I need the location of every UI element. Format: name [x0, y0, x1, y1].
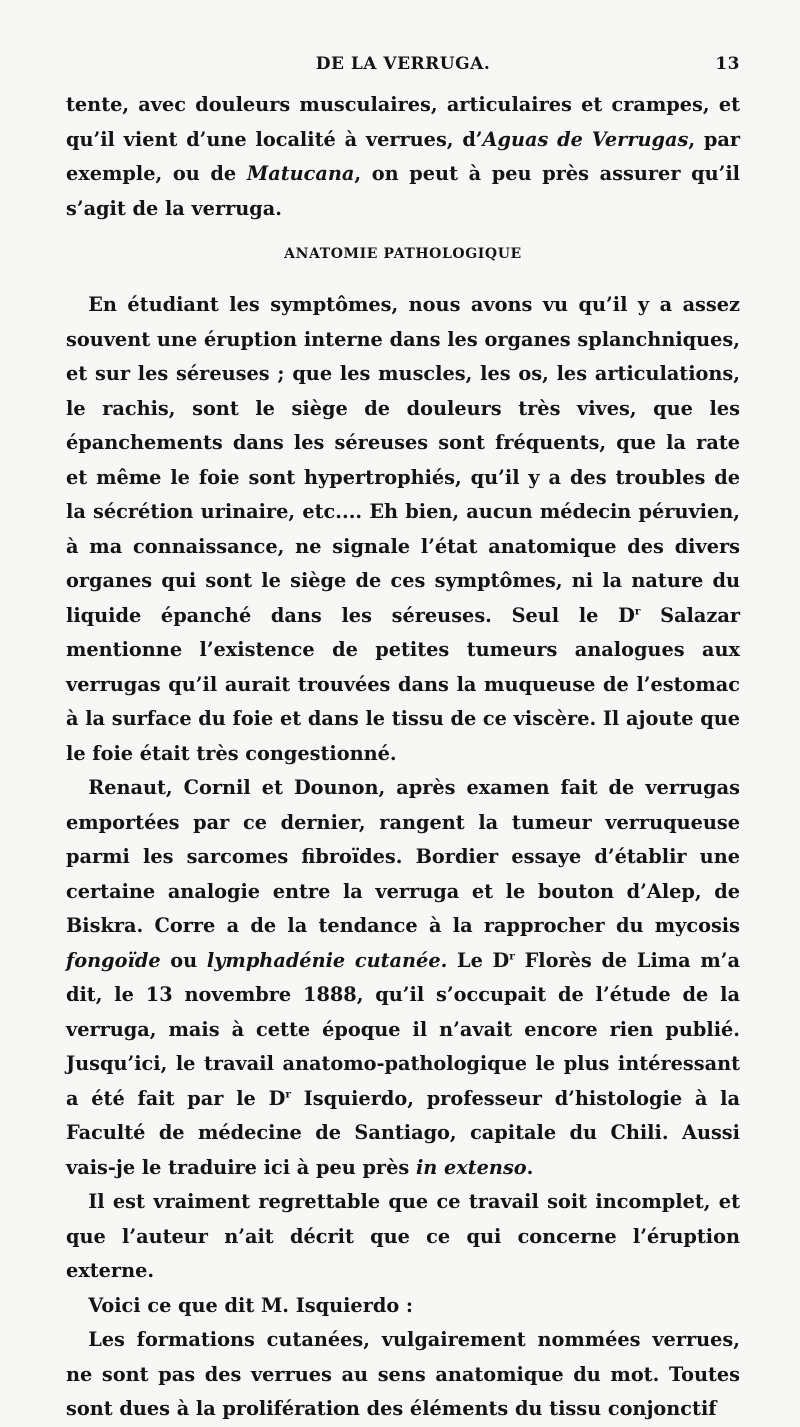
superscript: r [634, 604, 641, 618]
italic-latin-phrase: in extenso [415, 1155, 527, 1179]
section-heading: ANATOMIE PATHOLOGIQUE [284, 246, 522, 262]
superscript: r [509, 949, 515, 963]
text-run: En étudiant les symptômes, nous avons vu qu’il y a assez souvent une éruption interne dans les organes splanchniques, et sur les séreuses ; que les muscles, les os, les articulations, le rachis, sont le siège de douleurs très vives, que les épanchements dans les séreuses sont fréquents, que la rate et même le foie sont hypertrophiés, qu’il y a des troubles de la sécrétion urinaire, etc.... Eh bien, aucun médecin péruvien, à ma connaissance, ne signale l’état anatomique des divers organes qui sont le siège de ces symptômes, ni la nature du liquide épanché dans les séreuses. Seul le D [66, 293, 740, 627]
text-run: Isquierdo, professeur d’histologie à la Faculté de médecine de Santiago, capitale du Chili. Aussi vais-je le traduire ici à peu près [66, 1086, 740, 1179]
superscript: r [285, 1087, 291, 1101]
text-run: , par exemple, ou de [66, 127, 741, 185]
paragraph: Il est vraiment regrettable que ce travail soit incomplet, et que l’auteur n’ait décrit que ce qui concerne l’éruption externe. [66, 1190, 740, 1282]
paragraph [66, 288, 740, 771]
paragraph-continued [66, 88, 740, 226]
text-run: Le D [447, 948, 510, 972]
place-name-italic: Aguas de Verrugas [482, 127, 689, 151]
page-number: 13 [715, 54, 740, 74]
place-name-italic: Matucana [246, 162, 355, 185]
text-run: . [526, 1155, 534, 1179]
paragraph [66, 771, 740, 1185]
paragraph: Les formations cutanées, vulgairement nommées verrues, ne sont pas des verrues au sens anatomique du mot. Toutes sont dues à la prolifération des éléments du tissu conjonctif [66, 1328, 740, 1420]
italic-term: lymphadénie cutanée. [206, 948, 448, 972]
text-run: , on peut à peu près assurer qu’il s’agit de la verruga. [66, 162, 741, 220]
running-title: DE LA VERRUGA. [315, 54, 491, 74]
text-run: Florès de Lima m’a dit, le 13 novembre 1888, qu’il s’occupait de l’étude de la verruga, mais à cette époque il n’avait encore rien publié. Jusqu’ici, le travail anatomo-pathologique le plus intéressant a été fait par le D [66, 948, 740, 1110]
text-run: Renaut, Cornil et Dounon, après examen fait de verrugas emportées par ce dernier, rangent la tumeur verruqueuse parmi les sarcomes fibroïdes. Bordier essaye d’établir une certaine analogie entre la verruga et le bouton d’Alep, de Biskra. Corre a de la tendance à la rapprocher du mycosis [66, 776, 740, 937]
text-run: tente, avec douleurs musculaires, articulaires et crampes, et qu’il vient d’une localité à verrues, d’ [66, 93, 740, 151]
page-header [66, 54, 740, 78]
text-run: ou [160, 948, 207, 972]
paragraph: Voici ce que dit M. Isquierdo : [88, 1293, 414, 1317]
body-text [66, 88, 740, 1427]
italic-term: fongoïde [66, 948, 161, 972]
text-run: Salazar mentionne l’existence de petites tumeurs analogues aux verrugas qu’il aurait trouvées dans la muqueuse de l’estomac à la surface du foie et dans le tissu de ce viscère. Il ajoute que le foie était très congestionné. [66, 603, 740, 765]
